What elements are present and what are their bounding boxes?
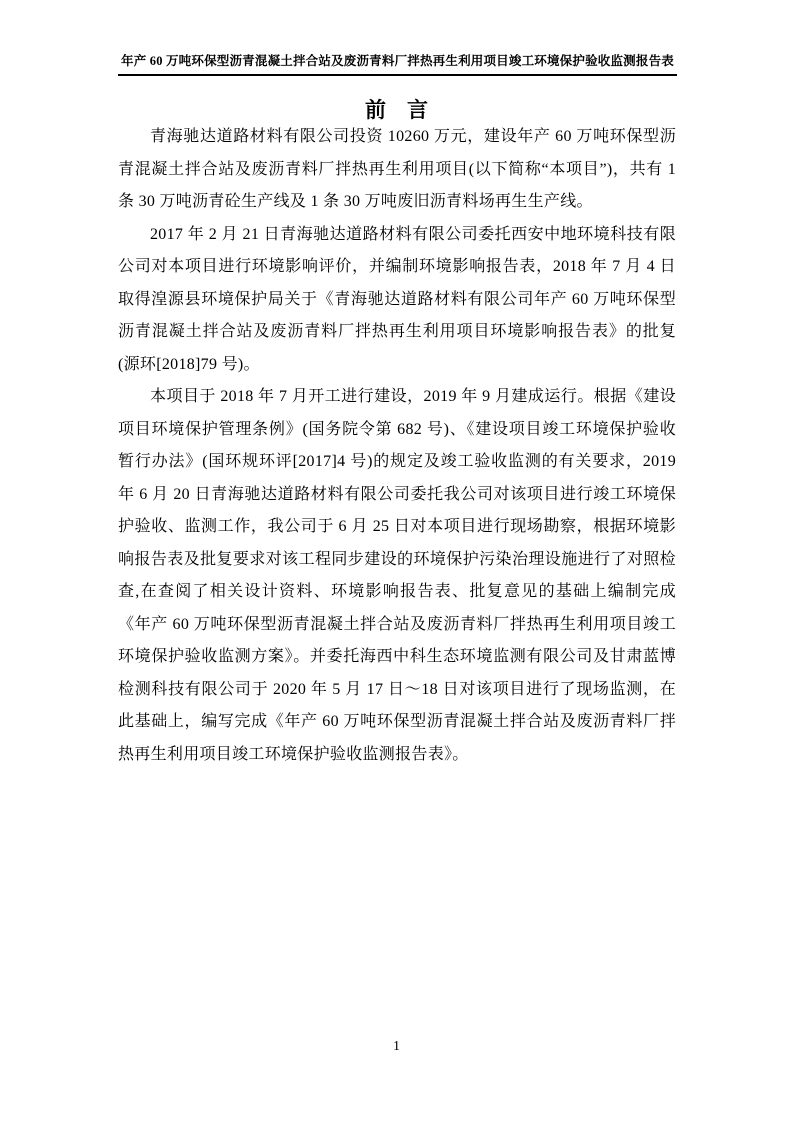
paragraph-project-overview: 青海驰达道路材料有限公司投资 10260 万元，建设年产 60 万吨环保型沥青混凝土拌合站及废沥青料厂拌热再生利用项目(以下简称“本项目”)，共有 1 条 30 万吨沥青砼生产线及 1 条 30 万吨废旧沥青料场再生生产线。 [118,128,676,210]
paragraph-acceptance-monitoring: 本项目于 2018 年 7 月开工进行建设，2019 年 9 月建成运行。根据《建设项目环境保护管理条例》(国务院令第 682 号)、《建设项目竣工环境保护验收暂行办法》(国环规环评[2017]4 号)的规定及竣工验收监测的有关要求，2019 年 6 月 20 日青海驰达道路材料有限公司委托我公司对该项目进行竣工环境保护验收、监测工作，我公司于 6 月 25 日对本项目进行现场勘察，根据环境影响报告表及批复要求对该工程同步建设的环境保护污染治理设施进行了对照检查,在查阅了相关设计资料、环境影响报告表、批复意见的基础上编制完成《年产 60 万吨环保型沥青混凝土拌合站及废沥青料厂拌热再生利用项目竣工环境保护验收监测方案》。并委托海西中科生态环境监测有限公司及甘肃蓝博检测科技有限公司于 2020 年 5 月 17 日～18 日对该项目进行了现场监测，在此基础上，编写完成《年产 60 万吨环保型沥青混凝土拌合站及废沥青料厂拌热再生利用项目竣工环境保护验收监测报告表》。 [118,388,676,763]
running-header: 年产 60 万吨环保型沥青混凝土拌合站及废沥青料厂拌热再生利用项目竣工环境保护验收监测报告表 [118,52,677,76]
paragraph-eia-approval: 2017 年 2 月 21 日青海驰达道路材料有限公司委托西安中地环境科技有限公司对本项目进行环境影响评价，并编制环境影响报告表，2018 年 7 月 4 日取得湟源县环境保护局关于《青海驰达道路材料有限公司年产 60 万吨环保型沥青混凝土拌合站及废沥青料厂拌热再生利用项目环境影响报告表》的批复(源环[2018]79 号)。 [118,225,676,373]
document-body [118,121,676,771]
section-title-preface: 前 言 [365,98,428,122]
page-number: 1 [393,1039,400,1054]
